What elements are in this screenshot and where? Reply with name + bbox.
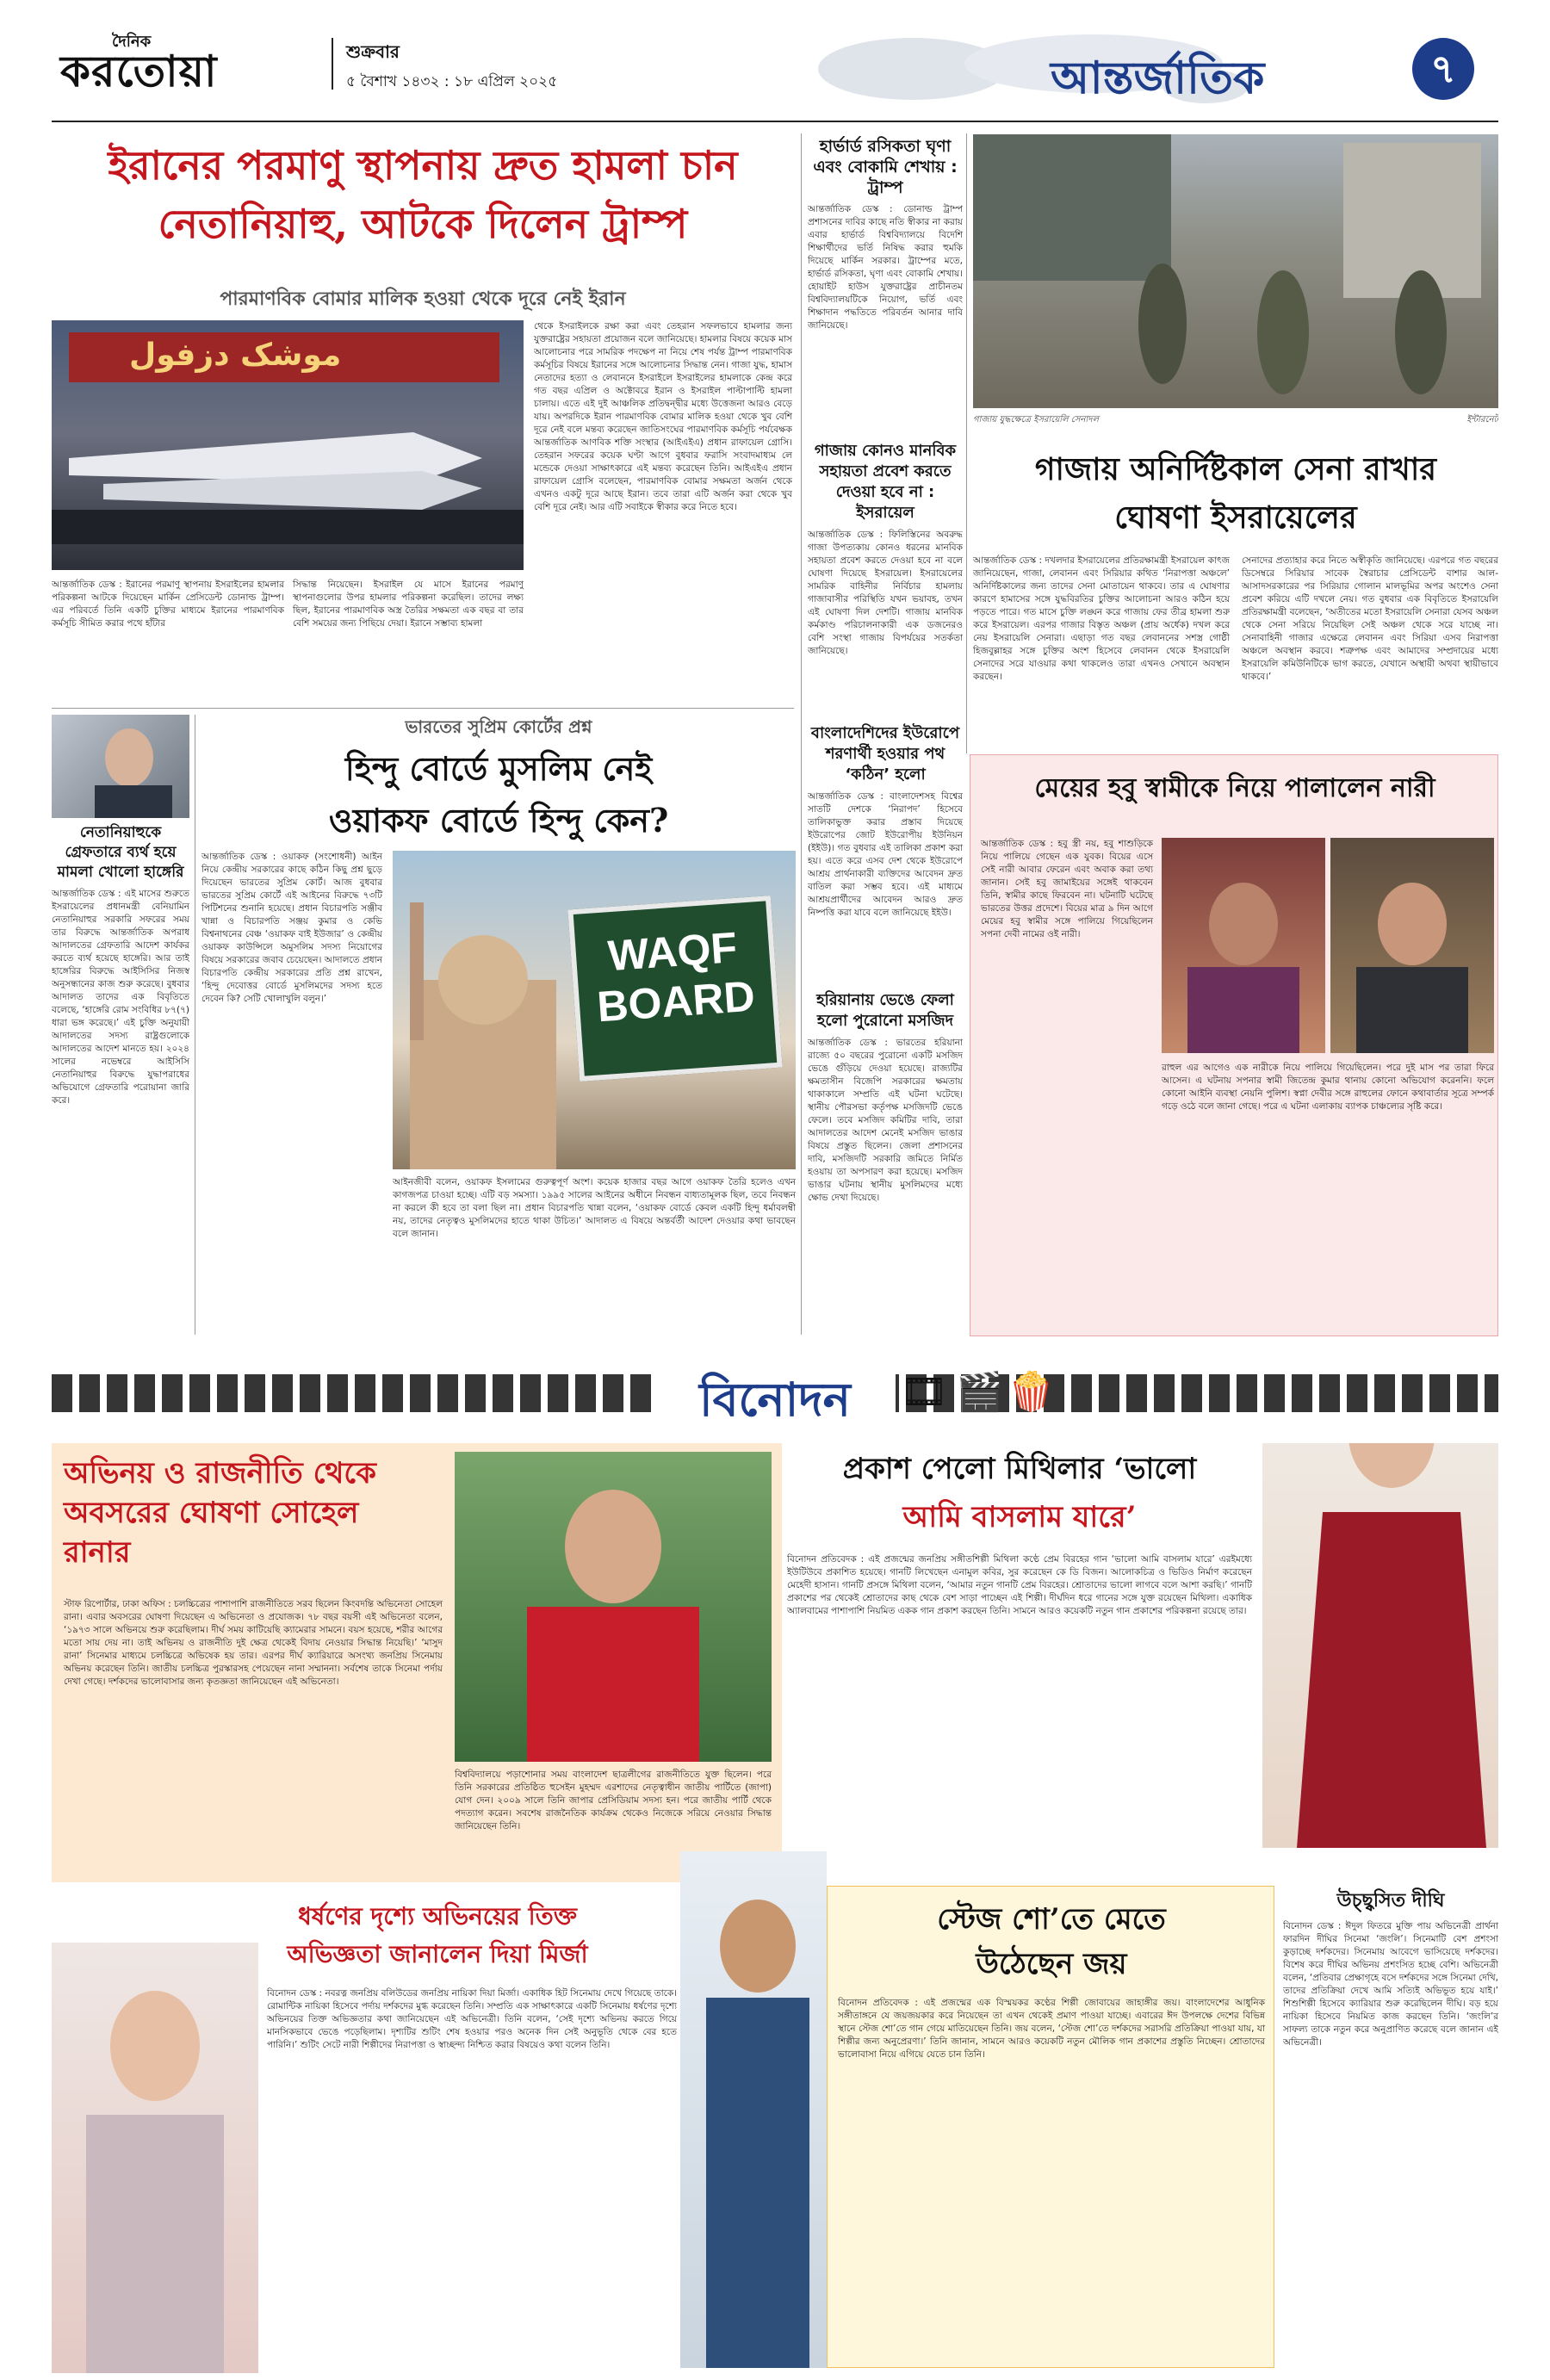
- dipti-story: [1283, 1851, 1498, 2373]
- lead-body-a: আন্তর্জাতিক ডেস্ক : ইরানের পরমাণু স্থাপনায় ইসরাইলের হামলার পরিকল্পনা আটকে দিয়েছেন মার্কিন প্রেসিডেন্ট ডোনাল্ড ট্রাম্প। এর পরিবর্তে তিনি একটি চুক্তির মাধ্যমে ইরানের পারমাণবিক কর্মসূচি সীমিত করার পথে হাঁটার: [52, 580, 284, 629]
- soldiers-photo-caption: গাজায় যুদ্ধক্ষেত্রে ইসরায়েলি সেনাদল: [973, 415, 1099, 425]
- waqf-board-photo: [393, 851, 796, 1169]
- sohel-story: [52, 1443, 782, 1882]
- joy-headline-2: উঠেছেন জয়: [976, 1947, 1127, 1981]
- mithila-photo: [1262, 1443, 1498, 1848]
- gaza-army-headline-2: ঘোষণা ইসরায়েলের: [1114, 499, 1357, 536]
- band-title: বিনোদন: [699, 1372, 851, 1427]
- dia-story: [52, 1891, 677, 2373]
- lead-headline-2: নেতানিয়াহু, আটকে দিলেন ট্রাম্প: [158, 201, 688, 247]
- waqf-body-b: আইনজীবী বলেন, ওয়াকফ ইসলামের গুরুত্বপূর্ণ অংশ। কয়েক হাজার বছর আগে ওয়াকফ তৈরি হলেও এখন কাগজপত্র চাওয়া হচ্ছে। এটি বড় সমস্যা। ১৯৯৫ সালের আইনের অধীনে নিবন্ধন বাধ্যতামূলক ছিল, তবে নিবন্ধন না করলে কী হবে তা বলা ছিল না। প্রধান বিচারপতি খান্না বলেন, ‘ওয়াকফ বোর্ডে কেবল একটি হিন্দু ধর্মাবলম্বী নয়, তাদের নেতৃত্বও মুসলিমদের হাতে থাকা উচিত।’ আদালত এ বিষয়ে অন্তর্বর্তী আদেশ দেওয়ার কথা ভাবছেন বলে জানান।: [393, 1177, 796, 1239]
- waqf-headline-1: হিন্দু বোর্ডে মুসলিম নেই: [344, 749, 653, 788]
- lead-story: [52, 129, 794, 706]
- missile-banner: [69, 332, 499, 382]
- masthead: [0, 0, 1550, 129]
- dia-headline-2: অভিজ্ঞতা জানালেন দিয়া মির্জা: [287, 1940, 588, 1968]
- soldiers-photo: [973, 134, 1498, 408]
- dipti-headline: উচ্ছ্বসিত দীঘি: [1336, 1890, 1445, 1912]
- netanyahu-story: [52, 715, 189, 1335]
- column-rule: [966, 133, 967, 753]
- mithila-headline-2: আমি বাসলাম যারে’: [902, 1500, 1137, 1534]
- gaza-aid-headline: গাজায় কোনও মানবিক সহায়তা প্রবেশ করতে দেওয়া হবে না : ইসরায়েল: [814, 442, 957, 522]
- haryana-body: আন্তর্জাতিক ডেস্ক : ভারতের হরিয়ানা রাজ্যে ৫০ বছরের পুরোনো একটি মসজিদ ভেঙে গুঁড়িয়ে দেওয়া হয়েছে। রাজ্যটির ক্ষমতাসীন বিজেপি সরকারের ক্ষমতায় থাকাকালে সম্প্রতি এই ঘটনা ঘটেছে। স্থানীয় পৌরসভা কর্তৃপক্ষ মসজিদটি ভেঙে ফেলে। তবে মসজিদ কমিটির দাবি, তারা আদালতের আদেশ মেনেই মসজিদ ভাঙার বিষয়ে প্রস্তুত ছিলেন। জেলা প্রশাসনের দাবি, মসজিদটি সরকারি জমিতে নির্মিত হওয়ায় তা অপসারণ করা হয়েছে। মসজিদ ভাঙার ঘটনায় স্থানীয় মুসলিমদের মধ্যে ক্ষোভ দেখা দিয়েছে।: [808, 1038, 963, 1203]
- gaza-army-body-b: সেনাদের প্রত্যাহার করে নিতে অস্বীকৃতি জানিয়েছে। এরপরে গত বছরের ডিসেম্বরে সিরিয়ার সাবেক স্বৈরাচার প্রেসিডেন্ট বাশার আল-আসাদসরকারের পর সিরিয়ার গোলান মালভূমির অপর অংশেও সেনা প্রবেশ করিয়ে এটি দখলে নেয়। গত বুধবার এক বিবৃতিতে ইসরায়েলি প্রতিরক্ষামন্ত্রী বলেছেন, ‘অতীতের মতো ইসরায়েলি সেনারা যেসব অঞ্চল থেকে সেনা সরিয়ে নিয়েছিল সেই অঞ্চল থেকে সরে যাচ্ছে না। সেনাবাহিনী গাজার এক্ষেত্রে লেবানন এবং সিরিয়া এসব নিরাপত্তা অঞ্চলে অবস্থান করবে। শত্রুপক্ষ এবং আমাদের সম্প্রদায়ের মধ্যে ইসরায়েলি কমিউনিটিকে ভাগ করতে, যেখানে অস্থায়ী অথবা স্থায়ীভাবে থাকবে।’: [1242, 555, 1498, 682]
- sohel-body-b: বিশ্ববিদ্যালয়ে পড়াশোনার সময় বাংলাদেশ ছাত্রলীগের রাজনীতিতে যুক্ত ছিলেন। পরে তিনি সরকারের প্রতিষ্ঠিত হুসেইন মুহম্মদ এরশাদের নেতৃত্বাধীন জাতীয় পার্টিতে (জাপা) যোগ দেন। ২০০৯ সালে তিনি জাপার প্রেসিডিয়াম সদস্য হন। পরে জাতীয় পার্টি থেকে পদত্যাগ করেন। সবশেষ রাজনৈতিক কার্যক্রম থেকেও নিজেকে সরিয়ে নেওয়ার সিদ্ধান্ত জানিয়েছেন তিনি।: [455, 1770, 772, 1831]
- section-rule: [52, 708, 794, 709]
- flee-headline: মেয়ের হবু স্বামীকে নিয়ে পালালেন নারী: [1034, 773, 1435, 803]
- joy-story: [827, 1886, 1274, 2368]
- section-title: আন্তর্জাতিক: [1051, 52, 1265, 104]
- waqf-sign-line1: WAQF: [606, 922, 739, 981]
- gaza-army-headline-1: গাজায় অনির্দিষ্টকাল সেনা রাখার: [1034, 451, 1437, 487]
- gaza-army-story: [973, 129, 1498, 749]
- netanyahu-body: আন্তর্জাতিক ডেস্ক : এই মাসের শুরুতে ইসরায়েলের প্রধানমন্ত্রী বেনিয়ামিন নেতানিয়াহুর সরকারি সফরের সময় তার বিরুদ্ধে আন্তর্জাতিক অপরাধ আদালতের গ্রেফতারি আদেশ কার্যকর করতে ব্যর্থ হয়েছে হাঙ্গেরি। আর তাই হাঙ্গেরির বিরুদ্ধে আইসিসির নিজস্ব অনুসন্ধানের কাজ শুরু করেছে। বুধবার আদালত তাদের এক বিবৃতিতে বলেছে, ‘হাঙ্গেরি রোম সংবিধির ৮৭(৭) ধারা ভঙ্গ করেছে।’ এই চুক্তি অনুযায়ী আদালতের সদস্য রাষ্ট্রগুলোকে আদালতের আদেশ মানতে হয়। ২০২৪ সালের নভেম্বরে আইসিসি নেতানিয়াহুর বিরুদ্ধে যুদ্ধাপরাধের অভিযোগে গ্রেফতারি পরোয়ানা জারি করে।: [52, 889, 189, 1106]
- dia-photo: [52, 1943, 258, 2373]
- dia-body: বিনোদন ডেস্ক : নবরত্ন জনপ্রিয় বলিউডের জনপ্রিয় নায়িকা দিয়া মির্জা। একাধিক হিট সিনেমায় দেখে গিয়েছে তাকে। রোমান্টিক নায়িকা হিসেবে পর্দায় দর্শকদের মুগ্ধ করেছেন তিনি। সম্প্রতি এক সাক্ষাৎকারে একটি সিনেমায় ধর্ষণের দৃশ্যে অভিনয়ের তিক্ত অভিজ্ঞতার কথা জানিয়েছেন এই অভিনেত্রী। তিনি বলেন, ‘সেই দৃশ্যে অভিনয় করতে গিয়ে মানসিকভাবে ভেঙে পড়েছিলাম। দৃশ্যটির শুটিং শেষ হওয়ার পরও অনেক দিন সেই অনুভূতি থেকে বের হতে পারিনি।’ শুটিং সেটে নারী শিল্পীদের নিরাপত্তা ও স্বাচ্ছন্দ্য নিশ্চিত করার বিষয়েও কথা বলেন তিনি।: [267, 1988, 677, 2050]
- masthead-divider: [332, 38, 333, 90]
- popcorn-icon: 🍿: [1008, 1370, 1055, 1414]
- woman-photo: [1162, 838, 1325, 1053]
- harvard-story: [808, 136, 963, 437]
- waqf-sign: [567, 896, 782, 1082]
- gaza-aid-story: [808, 441, 963, 725]
- dia-headline-1: ধর্ষণের দৃশ্যে অভিনয়ের তিক্ত: [298, 1902, 577, 1931]
- lead-headline-1: ইরানের পরমাণু স্থাপনায় দ্রুত হামলা চান: [108, 142, 738, 189]
- film-reel-icon: 🎞: [900, 1370, 948, 1414]
- missile-photo: [52, 320, 524, 570]
- bangladeshi-headline: বাংলাদেশিদের ইউরোপে শরণার্থী হওয়ার পথ ‘কঠিন’ হলো: [810, 724, 960, 784]
- flee-story: [970, 754, 1498, 1336]
- man-photo: [1330, 838, 1494, 1053]
- clapperboard-icon: 🎬: [956, 1370, 1003, 1414]
- dipti-body: বিনোদন ডেস্ক : ঈদুল ফিতরে মুক্তি পায় অভিনেত্রী প্রার্থনা ফারদিন দীঘির সিনেমা ‘জংলি’। সিনেমাটি বেশ প্রশংসা কুড়াচ্ছে দর্শকদের। সিনেমায় আবেগে ভাসিয়েছে দর্শকদের। বিশেষ করে দীঘির অভিনয় প্রশংসিত হচ্ছে বেশি। অভিনেত্রী বলেন, ‘প্রতিবার প্রেক্ষাগৃহে বসে দর্শকদের সঙ্গে সিনেমা দেখি, তাদের প্রতিক্রিয়া দেখে আমি সত্যিই অভিভূত হয়ে যাই।’ শিশুশিল্পী হিসেবে ক্যারিয়ার শুরু করেছিলেন দীঘি। বড় হয়ে নায়িকা হিসেবে নিয়মিত কাজ করছেন তিনি। ‘জংলি’র সাফল্য তাকে নতুন করে অনুপ্রাণিত করেছে বলে জানান এই অভিনেত্রী।: [1283, 1921, 1498, 2048]
- gaza-army-body-a: আন্তর্জাতিক ডেস্ক : দখলদার ইসরায়েলের প্রতিরক্ষামন্ত্রী ইসরায়েল কাৎজ জানিয়েছেন, গাজা, লেবানন এবং সিরিয়ার কথিত ‘নিরাপত্তা অঞ্চলে’ অনির্দিষ্টকালের জন্য তাদের সেনা মোতায়েন থাকবে। তার এ ঘোষণার কারণে হামাসের সঙ্গে যুদ্ধবিরতির চুক্তির আলোচনা আরও কঠিন হয়ে পড়তে পারে। গত মাসে চুক্তি লঙ্ঘন করে গাজায় ফের তীব্র হামলা শুরু করে ইসরায়েল। এরপর গাজার বিস্তৃত অঞ্চল (প্রায় অর্ধেক) দখল করে নেয় ইসরায়েলি সেনারা। এছাড়া গত বছর লেবাননের সশস্ত্র গোষ্ঠী হিজবুল্লাহর সঙ্গে চুক্তির অংশ হিসেবে লেবানন থেকে ইসরায়েলি সেনাদের সরে যাওয়ার কথা থাকলেও তারা এখনও সেখানে অবস্থান করছেন।: [973, 555, 1230, 682]
- flee-body-b: রাহুল এর আগেও এক নারীকে নিয়ে পালিয়ে গিয়েছিলেন। পরে দুই মাস পর তারা ফিরে আসেন। এ ঘটনায় সপনার স্বামী জিতেন্দ্র কুমার থানায় কোনো অভিযোগ করেননি। ফলে কোনো আইনি ব্যবস্থা নেয়নি পুলিশ। স্বপ্না দেবীর সঙ্গে রাহুলের ফোনে কথাবার্তার সূত্রে সম্পর্ক গড়ে ওঠে বলে জানা গেছে। পরে এ ঘটনা এলাকায় ব্যাপক চাঞ্চল্যের সৃষ্টি করে।: [1162, 1063, 1494, 1112]
- waqf-kicker: ভারতের সুপ্রিম কোর্টের প্রশ্ন: [405, 716, 592, 737]
- column-rule: [801, 133, 802, 1335]
- netanyahu-headline: নেতানিয়াহুকে গ্রেফতারে ব্যর্থ হয়ে মামলা খোলো হাঙ্গেরি: [57, 824, 184, 881]
- paper-logo: করতোয়া: [60, 46, 218, 96]
- entertainment-band: [52, 1343, 1498, 1438]
- sohel-body-a: স্টাফ রিপোর্টার, ঢাকা অফিস : চলচ্চিত্রের পাশাপাশি রাজনীতিতে সরব ছিলেন কিংবদন্তি অভিনেতা সোহেল রানা। এবার অবসরের ঘোষণা দিয়েছেন এ অভিনেতা ও প্রযোজক। ৭৮ বছর বয়সী এই অভিনেতা বলেন, ‘১৯৭৩ সালে অভিনয়ে শুরু করেছিলাম। দীর্ঘ সময় কাটিয়েছি ক্যামেরার সামনে। বয়স হয়েছে, শরীর আগের মতো সায় দেয় না। তাই অভিনয় ও রাজনীতি দুই ক্ষেত্র থেকেই বিদায় নেওয়ার সিদ্ধান্ত নিয়েছি।’ ‘মাসুদ রানা’ সিনেমার মাধ্যমে চলচ্চিত্রে অভিষেক হয় তার। এরপর দীর্ঘ ক্যারিয়ারে অসংখ্য জনপ্রিয় সিনেমায় অভিনয় করেছেন তিনি। জাতীয় চলচ্চিত্র পুরস্কারসহ পেয়েছেন নানা সম্মাননা। সর্বশেষ তাকে সিনেমা পর্দায় দেখা গেছে। দর্শকদের ভালোবাসার জন্য কৃতজ্ঞতা জানিয়েছেন এই অভিনেতা।: [64, 1599, 443, 1687]
- mosque-shape: [393, 851, 565, 1169]
- netanyahu-photo: [52, 715, 189, 818]
- waqf-story: [202, 715, 796, 1336]
- masthead-rule: [52, 121, 1498, 122]
- lead-subhead: পারমাণবিক বোমার মালিক হওয়া থেকে দূরে নেই ইরান: [220, 288, 626, 310]
- soldiers-shape: [973, 134, 1498, 408]
- flee-body-a: আন্তর্জাতিক ডেস্ক : হবু স্ত্রী নয়, হবু শাশুড়িকে নিয়ে পালিয়ে গেছেন এক যুবক। বিয়ের এসে সেই নারী আবার ফেরেন এবং অবাক করা তথ্য জানান। সেই হবু জামাইয়ের সঙ্গেই থাকবেন তিনি, স্বামীর কাছে ফিরবেন না। ঘটনাটি ঘটেছে ভারতের উত্তর প্রদেশে। বিয়ের মাত্র ৯ দিন আগে মেয়ের হবু স্বামীর সঙ্গে পালিয়ে গিয়েছিলেন সপনা দেবী নামের ওই নারী।: [981, 839, 1153, 939]
- mithila-story: [787, 1443, 1498, 1848]
- soldiers-photo-credit: ইন্টারনেট: [1466, 415, 1498, 425]
- paper-small-label: দৈনিক: [112, 33, 152, 51]
- waqf-headline-2: ওয়াকফ বোর্ডে হিন্দু কেন?: [328, 801, 669, 840]
- page-number: ৭: [1430, 46, 1456, 92]
- lead-body-c: থেকে ইসরাইলকে রক্ষা করা এবং তেহরান সফলভাবে হামলার জন্য যুক্তরাষ্ট্রের সহায়তা প্রয়োজন বলে জানিয়েছে। হামলার বিষয়ে কয়েক মাস আলোচনার পরে সামরিক পদক্ষেপ না নিয়ে শেষ পর্যন্ত ট্রাম্প পারমাণবিক কর্মসূচির বিষয়ে ইরানের সঙ্গে আলোচনার সিদ্ধান্ত নেন। গাজা যুদ্ধ, হামাস নেতাদের হত্যা ও লেবাননে ইসরাইলে ইসরাইলের হামলাকে কেন্দ্র করে গত বছর এপ্রিল ও অক্টোবরে ইরান ও ইসরাইল পাল্টাপাল্টি হামলা চালায়। এতে এই দুই আঞ্চলিক প্রতিদ্বন্দ্বীর মধ্যে উত্তেজনা আরও বেড়ে যায়। অপরদিকে ইরান পারমাণবিক বোমার মালিক হওয়া থেকে খুব বেশি দূরে নেই বলে মন্তব্য করেছেন জাতিসংঘের পারমাণবিক কর্মসূচি পর্যবেক্ষক আন্তর্জাতিক আণবিক শক্তি সংস্থার (আইএইএ) প্রধান রাফায়েল গ্রোসি। তেহরান সফরের কয়েক ঘণ্টা আগে বুধবার ফরাসি সংবাদমাধ্যম লে মন্ডেকে দেওয়া সাক্ষাৎকারে এই মন্তব্য করেছেন তিনি। আইএইএ প্রধান রাফায়েল গ্রোসি বলেছেন, পারমাণবিক বোমার সক্ষমতা অর্জন থেকে এখনও একটু দূরে আছে ইরান। তবে তারা এটি অর্জন করা থেকে খুব বেশি দূরে নেই। আর এটি সবাইকে স্বীকার করে নিতে হবে।: [534, 321, 792, 512]
- mithila-body: বিনোদন প্রতিবেদক : এই প্রজন্মের জনপ্রিয় সঙ্গীতশিল্পী মিথিলা কণ্ঠে প্রেম বিরহের গান ‘ভালো আমি বাসলাম যারে’ এরইমধ্যে ইউটিউবে প্রকাশিত হয়েছে। গানটি লিখেছেন এনামুল কবির, সুর করেছেন কে ডি বিজন। আলোকচিত্র ও ভিডিও নির্মাণ করেছেন মেহেদী হাসান। গানটি প্রসঙ্গে মিথিলা বলেন, ‘আমার নতুন গানটি প্রেম বিরহের। শ্রোতাদের ভালো লাগবে বলে আশা করছি।’ গানটি প্রকাশের পর থেকেই শ্রোতাদের কাছ থেকে বেশ সাড়া পাচ্ছেন এই শিল্পী। দীর্ঘদিন ধরে গানের সঙ্গে যুক্ত রয়েছেন মিথিলা। একাধিক অ্যালবামের পাশাপাশি নিয়মিত একক গান প্রকাশ করছেন তিনি। সামনে আরও কয়েকটি নতুন গান প্রকাশের পরিকল্পনা রয়েছে তার।: [787, 1554, 1252, 1616]
- page-number-badge: [1412, 38, 1474, 100]
- sohel-photo: [455, 1452, 772, 1762]
- haryana-story: [808, 990, 963, 1339]
- masthead-date: ৫ বৈশাখ ১৪৩২ : ১৮ এপ্রিল ২০২৫: [346, 73, 558, 90]
- sohel-headline: অভিনয় ও রাজনীতি থেকে অবসরের ঘোষণা সোহেল রানার: [64, 1456, 376, 1570]
- haryana-headline: হরিয়ানায় ভেঙে ফেলা হলো পুরোনো মসজিদ: [816, 991, 954, 1030]
- bangladeshi-story: [808, 723, 963, 990]
- bangladeshi-body: আন্তর্জাতিক ডেস্ক : বাংলাদেশসহ বিশ্বের সাতটি দেশকে ‘নিরাপদ’ হিসেবে তালিকাভুক্ত করার প্রস্তাব দিয়েছে ইউরোপের জোট ইউরোপীয় ইউনিয়ন (ইইউ)। গত বুধবার এই তালিকা প্রকাশ করা হয়। এতে করে এসব দেশ থেকে ইউরোপে আশ্রয় প্রার্থনাকারী ব্যক্তিদের আবেদন দ্রুত বাতিল করা সম্ভব হবে। এই মাধ্যমে আশ্রয়প্রার্থীদের আবেদন আরও দ্রুত নিষ্পত্তি করা যাবে বলে জানিয়েছে ইইউ।: [808, 791, 963, 918]
- missile-banner-text: موشک دزفول: [129, 338, 342, 373]
- lead-body-b: সিদ্ধান্ত নিয়েছেন। ইসরাইল যে মাসে ইরানের পরমাণু স্থাপনাগুলোর উপর হামলার পরিকল্পনা করেছিল। তাদের লক্ষ্য ছিল, ইরানের পারমাণবিক অস্ত্র তৈরির সক্ষমতা এক বছর বা তার বেশি সময়ের জন্য পিছিয়ে দেয়া। ইরানে সম্ভাব্য হামলা: [293, 580, 524, 629]
- gaza-aid-body: আন্তর্জাতিক ডেস্ক : ফিলিস্তিনের অবরুদ্ধ গাজা উপত্যকায় কোনও ধরনের মানবিক সহায়তা প্রবেশ করতে দেওয়া হবে না বলে ঘোষণা দিয়েছে ইসরায়েল। ইসরায়েলের সামরিক বাহিনীর নির্বিচার হামলায় গাজাবাসীর পরিস্থিতি যখন ভয়াবহ, তখন এই ঘোষণা দিল দেশটি। গাজায় মানবিক কর্মকাণ্ড পরিচালনাকারী এক ডজনেরও বেশি সংস্থা গাজায় বিপর্যয়ের সতর্কতা জানিয়েছে।: [808, 530, 963, 656]
- harvard-headline: হার্ভার্ড রসিকতা ঘৃণা এবং বোকামি শেখায় : ট্রাম্প: [813, 137, 958, 197]
- joy-headline-1: স্টেজ শো’তে মেতে: [937, 1902, 1166, 1937]
- harvard-body: আন্তর্জাতিক ডেস্ক : ডোনাল্ড ট্রাম্প প্রশাসনের দাবির কাছে নতি স্বীকার না করায় এবার হার্ভার্ড বিশ্ববিদ্যালয়ে বিদেশি শিক্ষার্থীদের ভর্তি নিষিদ্ধ করার হুমকি দিয়েছে মার্কিন সরকার। ট্রাম্পের মতে, হার্ভার্ড রসিকতা, ঘৃণা এবং বোকামি শেখায়। হোয়াইট হাউস যুক্তরাষ্ট্রের প্রাচীনতম বিশ্ববিদ্যালয়টিকে নিয়োগ, ভর্তি এবং শিক্ষাদান পদ্ধতিতে পরিবর্তন আনার দাবি জানিয়েছে।: [808, 204, 963, 331]
- joy-body: বিনোদন প্রতিবেদক : এই প্রজন্মের এক বিস্ময়কর কণ্ঠের শিল্পী জোবায়ের জাহাঙ্গীর জয়। বাংলাদেশের আধুনিক সঙ্গীতাঙ্গনে যে জয়জয়কার করে নিয়েছেন তা এখন থেকেই প্রমাণ পাওয়া যাচ্ছে। এবারের ঈদ উপলক্ষে দেশের বিভিন্ন স্থানে স্টেজ শো’তে গান গেয়ে মাতিয়েছেন তিনি। জয় বলেন, ‘স্টেজ শো’তে দর্শকদের সরাসরি প্রতিক্রিয়া পাওয়া যায়, যা শিল্পীর জন্য অনুপ্রেরণা।’ তিনি জানান, সামনে আরও কয়েকটি নতুন মৌলিক গান প্রকাশের প্রস্তুতি নিচ্ছেন। শ্রোতাদের ভালোবাসা নিয়ে এগিয়ে যেতে চান তিনি।: [838, 1998, 1265, 2060]
- mithila-headline-1: প্রকাশ পেলো মিথিলার ‘ভালো: [842, 1452, 1197, 1486]
- waqf-body-a: আন্তর্জাতিক ডেস্ক : ওয়াকফ (সংশোধনী) আইন নিয়ে কেন্দ্রীয় সরকারের কাছে কঠিন কিছু প্রশ্ন ছুড়ে দিয়েছেন ভারতের সুপ্রিম কোর্ট। আজ বুধবার ভারতের সুপ্রিম কোর্টে এই আইনের বিরুদ্ধে ৭৩টি পিটিশনের শুনানি হয়েছে। প্রধান বিচারপতি সঞ্জীব খান্না ও বিচারপতি সঞ্জয় কুমার ও কেভি বিশ্বনাথনের বেঞ্চ ‘ওয়াকফ বাই ইউজার’ ও কেন্দ্রীয় ওয়াকফ কাউন্সিলে অমুসলিম সদস্য নিয়োগের বিষয়ে সরকারের জবাব চেয়েছেন। আদালতে প্রধান বিচারপতি কেন্দ্রীয় সরকারের প্রতি প্রশ্ন রাখেন, ‘হিন্দু দেবোত্তর বোর্ডে মুসলিমদের সদস্য হতে দেবেন কি? সেটি খোলাখুলি বলুন।’: [202, 852, 382, 1004]
- missile-shape: [52, 398, 524, 544]
- waqf-sign-line2: BOARD: [595, 971, 757, 1032]
- joy-photo: [680, 1851, 827, 2368]
- masthead-day: শুক্রবার: [346, 41, 400, 62]
